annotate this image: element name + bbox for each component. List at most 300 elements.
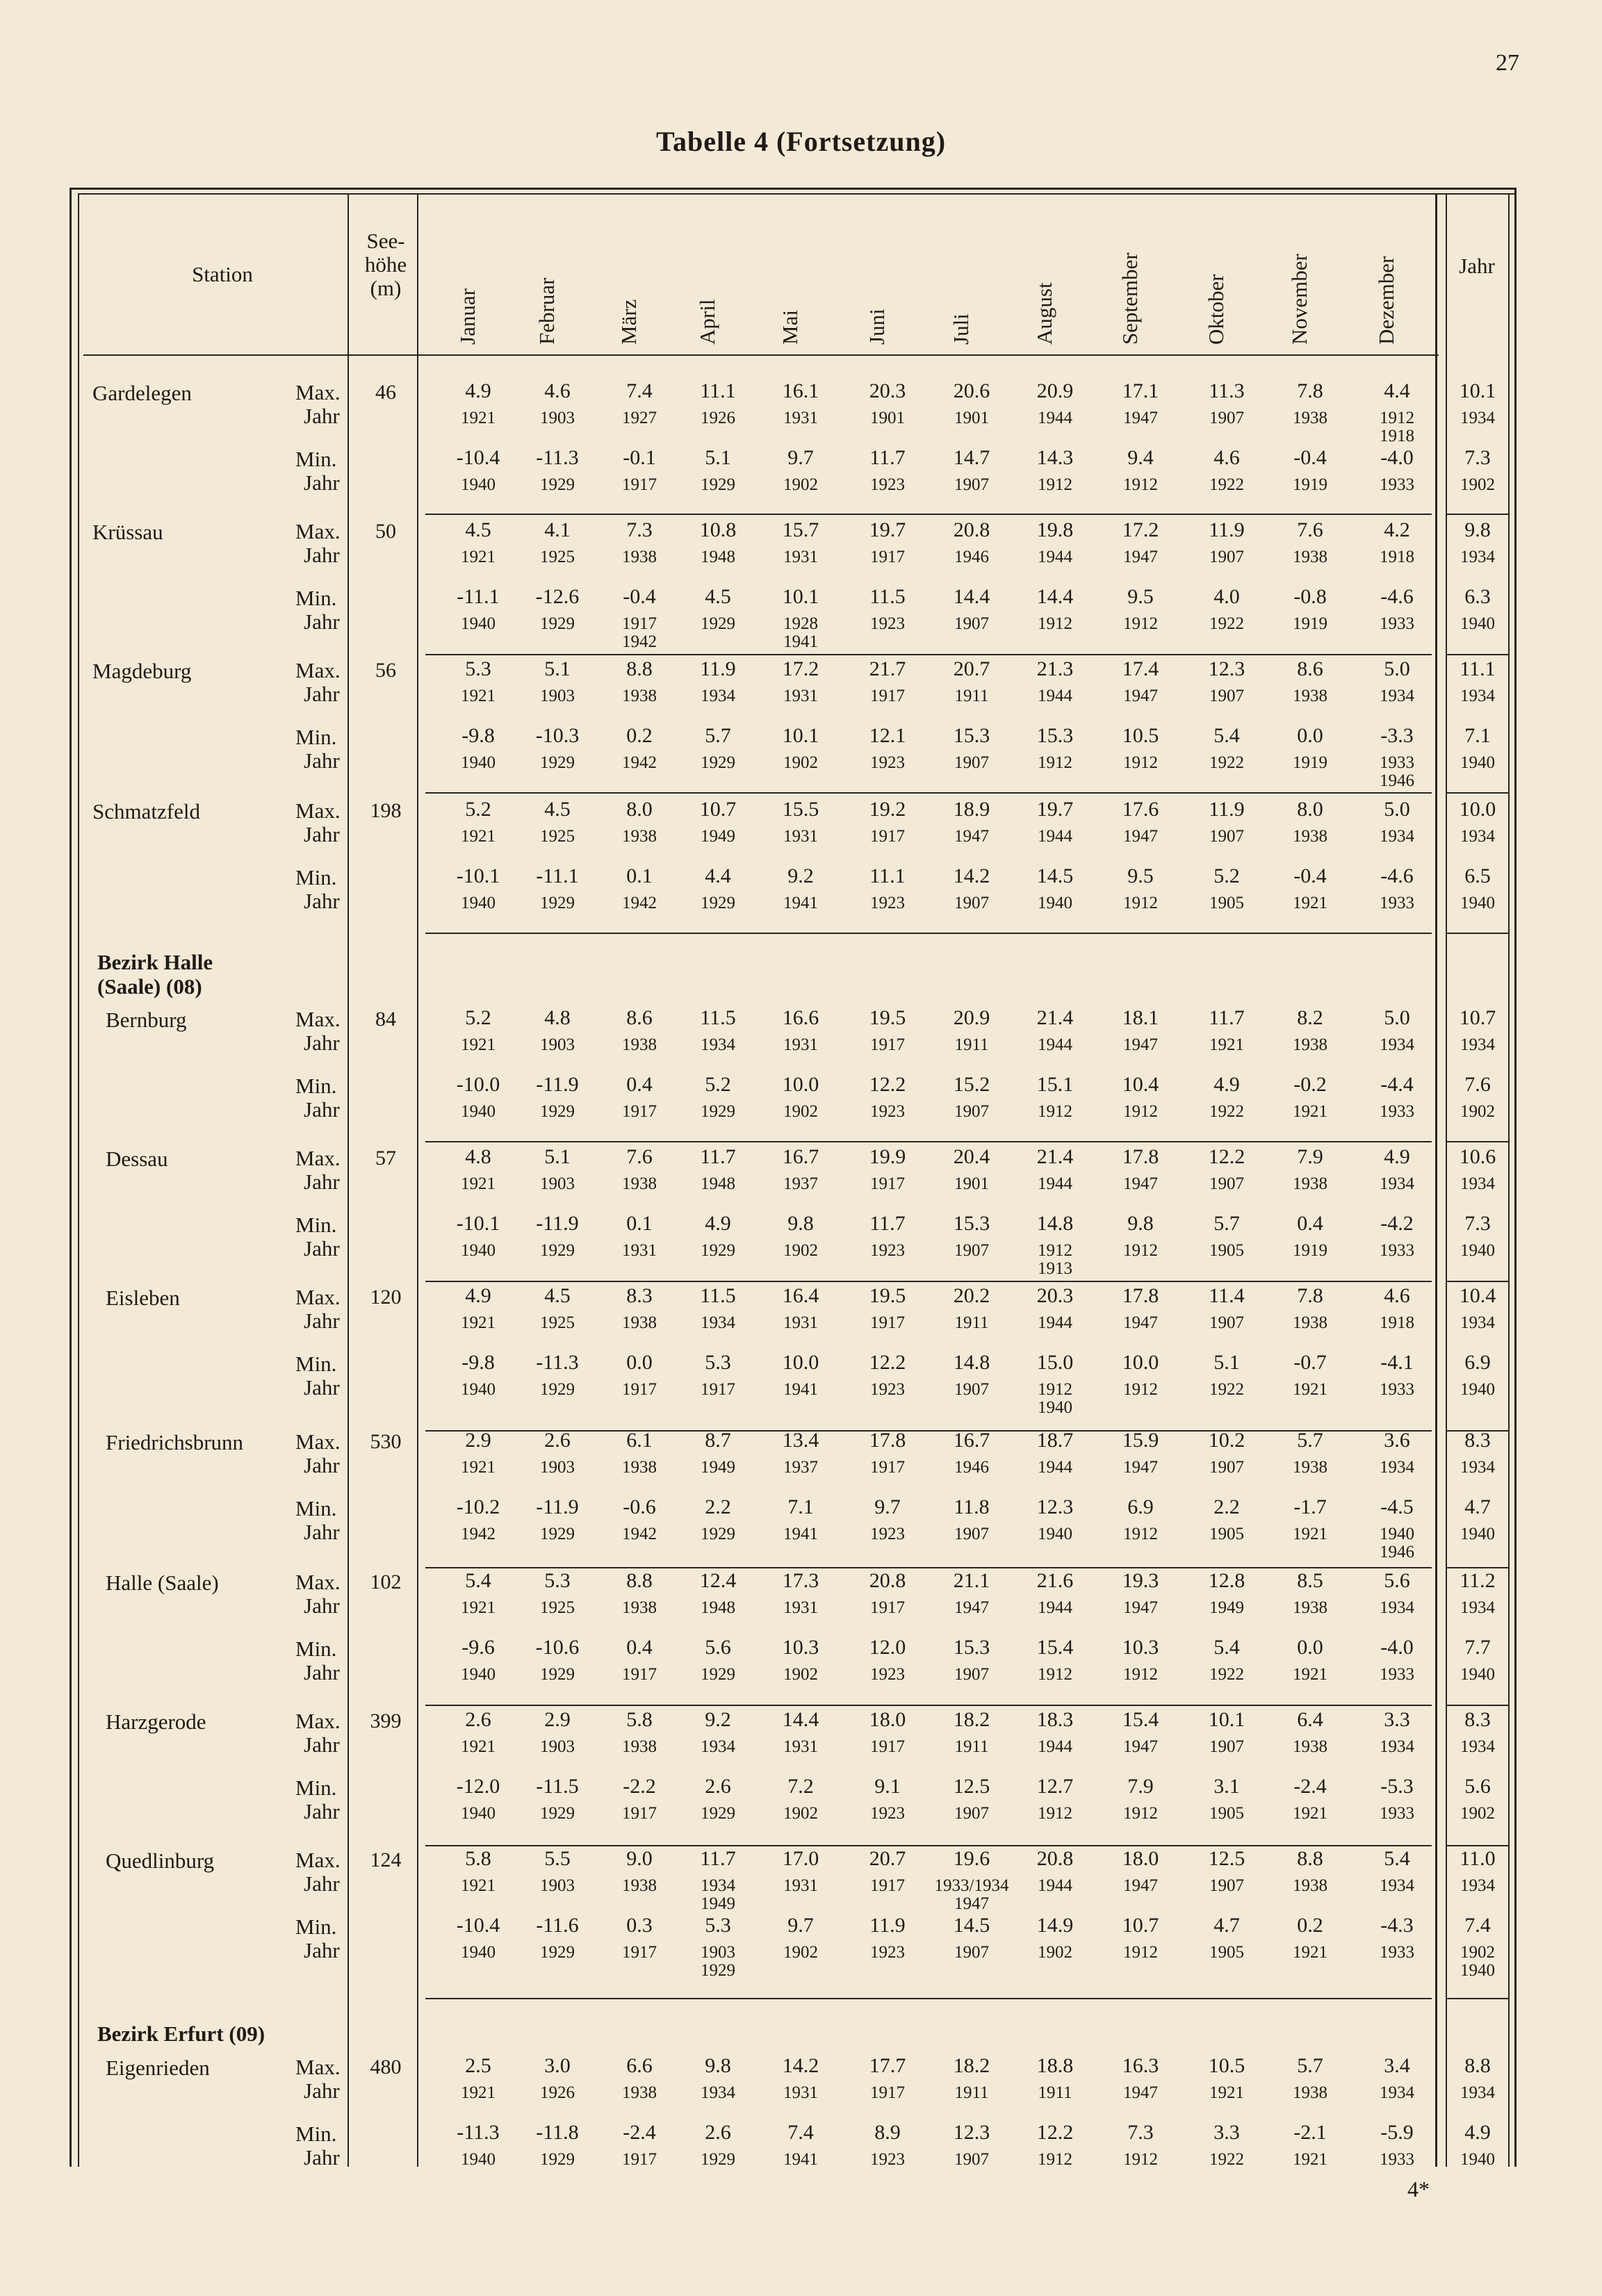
record-year: 1917 bbox=[622, 2150, 657, 2169]
value-cell bbox=[1099, 381, 1182, 427]
record-year: 1923 bbox=[870, 894, 905, 912]
temperature-value: -2.2 bbox=[623, 1775, 656, 1798]
temperature-value: 9.2 bbox=[787, 864, 814, 887]
temperature-value: -11.9 bbox=[536, 1495, 579, 1518]
record-year: 1929 bbox=[540, 894, 575, 912]
temperature-value: 18.2 bbox=[953, 1708, 990, 1731]
annual-value: 11.1 bbox=[1460, 657, 1496, 680]
label-jahr: Jahr bbox=[304, 889, 340, 913]
record-year: 1938 bbox=[1293, 548, 1327, 566]
record-year: 1931 bbox=[783, 1598, 818, 1617]
record-year: 1902 bbox=[783, 753, 818, 772]
label-jahr: Jahr bbox=[304, 682, 340, 706]
annual-year: 1934 bbox=[1460, 1035, 1495, 1054]
record-year: 1934 bbox=[1380, 1035, 1414, 1054]
temperature-value: 11.5 bbox=[700, 1006, 736, 1029]
temperature-value: 4.9 bbox=[705, 1212, 731, 1235]
temperature-value: 16.3 bbox=[1122, 2054, 1159, 2077]
temperature-value: 4.2 bbox=[1384, 518, 1410, 541]
temperature-value: 21.3 bbox=[1036, 657, 1074, 680]
value-cell bbox=[846, 659, 929, 705]
temperature-value: 20.9 bbox=[1036, 379, 1074, 402]
temperature-value: 17.4 bbox=[1122, 657, 1159, 680]
temperature-value: 3.6 bbox=[1384, 1429, 1410, 1452]
value-cell bbox=[1013, 1286, 1097, 1332]
record-year: 1907 bbox=[954, 1943, 989, 1962]
temperature-value: -4.6 bbox=[1380, 864, 1414, 887]
annual-value: 11.0 bbox=[1460, 1847, 1496, 1870]
temperature-value: 10.8 bbox=[699, 518, 737, 541]
record-year: 1944 bbox=[1038, 1458, 1072, 1477]
annual-year: 1934 bbox=[1460, 1598, 1495, 1617]
value-cell bbox=[1013, 1709, 1097, 1756]
value-cell bbox=[516, 1571, 599, 1617]
temperature-value: 4.9 bbox=[465, 1284, 491, 1307]
value-cell bbox=[1355, 1213, 1439, 1260]
value-cell bbox=[1013, 2122, 1097, 2169]
record-year: 1933 bbox=[1380, 614, 1414, 633]
annual-year: 1902 bbox=[1460, 1943, 1495, 1962]
value-cell bbox=[436, 381, 520, 427]
value-cell bbox=[1099, 866, 1182, 912]
label-jahr: Jahr bbox=[304, 1453, 340, 1477]
record-year: 1917 bbox=[701, 1380, 735, 1399]
record-year: 1907 bbox=[954, 2150, 989, 2169]
temperature-value: 14.9 bbox=[1036, 1914, 1074, 1937]
temperature-value: 0.0 bbox=[1297, 724, 1323, 747]
value-cell bbox=[1268, 866, 1352, 912]
temperature-value: 0.1 bbox=[626, 1212, 653, 1235]
temperature-value: 2.6 bbox=[544, 1429, 571, 1452]
label-max: Max. bbox=[295, 380, 341, 404]
value-cell bbox=[1099, 1147, 1182, 1193]
value-cell bbox=[436, 1637, 520, 1684]
temperature-value: -4.5 bbox=[1380, 1495, 1414, 1518]
temperature-value: 2.5 bbox=[465, 2054, 491, 2077]
value-cell bbox=[930, 1213, 1013, 1260]
value-cell bbox=[598, 520, 681, 566]
record-year: 1926 bbox=[701, 409, 735, 427]
value-cell bbox=[1099, 448, 1182, 494]
record-year: 1934 bbox=[701, 1876, 735, 1895]
record-year: 1933/1934 bbox=[934, 1876, 1009, 1895]
value-cell bbox=[1185, 659, 1268, 705]
temperature-value: 12.3 bbox=[1208, 657, 1245, 680]
label-max: Max. bbox=[295, 519, 341, 543]
temperature-value: 0.1 bbox=[626, 864, 653, 887]
record-year: 1912 bbox=[1038, 2150, 1072, 2169]
temperature-value: 5.3 bbox=[465, 657, 491, 680]
record-year: 1902 bbox=[783, 475, 818, 494]
record-year: 1947 bbox=[1123, 1876, 1158, 1895]
value-cell bbox=[1185, 1637, 1268, 1684]
temperature-value: 14.4 bbox=[782, 1708, 819, 1731]
altitude-col-left-rule bbox=[348, 193, 349, 2167]
temperature-value: -0.6 bbox=[623, 1495, 656, 1518]
label-max: Max. bbox=[295, 1146, 341, 1170]
record-year: 1907 bbox=[1209, 1737, 1244, 1756]
value-cell bbox=[436, 866, 520, 912]
value-cell bbox=[676, 725, 760, 772]
record-year: 1922 bbox=[1209, 1665, 1244, 1684]
label-max: Max. bbox=[295, 1007, 341, 1031]
value-cell bbox=[1099, 1637, 1182, 1684]
temperature-value: 5.2 bbox=[465, 798, 491, 821]
value-cell bbox=[759, 799, 842, 846]
value-cell bbox=[1013, 1571, 1097, 1617]
station-altitude: 56 bbox=[375, 659, 396, 682]
annual-cell bbox=[1443, 1147, 1512, 1193]
temperature-value: 11.9 bbox=[869, 1914, 906, 1937]
temperature-value: 7.6 bbox=[626, 1145, 653, 1168]
temperature-value: 11.7 bbox=[700, 1145, 736, 1168]
temperature-value: 0.0 bbox=[626, 1351, 653, 1374]
station-name: Magdeburg bbox=[92, 659, 192, 683]
record-year: 1903 bbox=[540, 1737, 575, 1756]
value-cell bbox=[676, 1497, 760, 1543]
annual-year: 1940 bbox=[1460, 1525, 1495, 1543]
record-year: 1929 bbox=[540, 1525, 575, 1543]
temperature-value: 7.8 bbox=[1297, 1284, 1323, 1307]
record-year: 1942 bbox=[622, 894, 657, 912]
temperature-value: 19.9 bbox=[869, 1145, 906, 1168]
value-cell bbox=[1013, 1637, 1097, 1684]
value-cell bbox=[1099, 1352, 1182, 1399]
value-cell bbox=[846, 1074, 929, 1121]
record-year: 1922 bbox=[1209, 2150, 1244, 2169]
temperature-value: 9.8 bbox=[705, 2054, 731, 2077]
record-year: 1928 bbox=[783, 614, 818, 633]
record-year: 1941 bbox=[783, 1525, 818, 1543]
value-cell bbox=[759, 1430, 842, 1477]
annual-cell bbox=[1443, 1709, 1512, 1756]
temperature-value: 15.7 bbox=[782, 518, 819, 541]
value-cell bbox=[436, 659, 520, 705]
record-year: 1944 bbox=[1038, 1598, 1072, 1617]
record-year: 1921 bbox=[1293, 894, 1327, 912]
annual-cell bbox=[1443, 2122, 1512, 2169]
temperature-value: 4.9 bbox=[465, 379, 491, 402]
value-cell bbox=[759, 381, 842, 427]
temperature-value: 9.7 bbox=[874, 1495, 901, 1518]
header-month-9: Oktober bbox=[1204, 274, 1228, 345]
record-year: 1934 bbox=[701, 687, 735, 705]
value-cell bbox=[759, 2056, 842, 2102]
record-year: 1901 bbox=[954, 409, 989, 427]
temperature-value: 19.3 bbox=[1122, 1569, 1159, 1592]
temperature-value: 20.7 bbox=[869, 1847, 906, 1870]
value-cell bbox=[1355, 659, 1439, 705]
value-cell bbox=[1013, 587, 1097, 633]
value-cell bbox=[1268, 1352, 1352, 1399]
value-cell bbox=[676, 2056, 760, 2102]
record-year: 1931 bbox=[783, 827, 818, 846]
value-cell bbox=[436, 520, 520, 566]
temperature-value: 20.2 bbox=[953, 1284, 990, 1307]
annual-value: 7.4 bbox=[1464, 1914, 1491, 1937]
value-cell bbox=[1099, 2122, 1182, 2169]
value-cell bbox=[1355, 587, 1439, 633]
row-separator bbox=[425, 654, 1432, 655]
temperature-value: 15.3 bbox=[953, 1212, 990, 1235]
record-year: 1911 bbox=[954, 1313, 989, 1332]
temperature-value: 17.7 bbox=[869, 2054, 906, 2077]
record-year: 1938 bbox=[622, 1458, 657, 1477]
annual-cell bbox=[1443, 1286, 1512, 1332]
record-year: 1905 bbox=[1209, 894, 1244, 912]
label-jahr: Jahr bbox=[304, 1871, 340, 1896]
value-cell bbox=[1099, 1497, 1182, 1543]
temperature-value: 4.9 bbox=[1384, 1145, 1410, 1168]
row-separator-year bbox=[1446, 792, 1508, 794]
temperature-value: 12.1 bbox=[869, 724, 906, 747]
value-cell bbox=[846, 1709, 929, 1756]
annual-value: 6.3 bbox=[1464, 585, 1491, 608]
annual-year: 1934 bbox=[1460, 1876, 1495, 1895]
temperature-value: -11.1 bbox=[457, 585, 500, 608]
record-year: 1917 bbox=[870, 1313, 905, 1332]
value-cell bbox=[846, 1430, 929, 1477]
temperature-value: -11.6 bbox=[536, 1914, 579, 1937]
value-cell bbox=[1355, 2122, 1439, 2169]
value-cell bbox=[930, 1430, 1013, 1477]
annual-value: 10.1 bbox=[1459, 379, 1496, 402]
value-cell bbox=[436, 799, 520, 846]
record-year: 1941 bbox=[783, 632, 818, 651]
value-cell bbox=[930, 725, 1013, 772]
value-cell bbox=[930, 1286, 1013, 1332]
value-cell bbox=[516, 520, 599, 566]
record-year: 1944 bbox=[1038, 687, 1072, 705]
label-jahr: Jahr bbox=[304, 2078, 340, 2103]
temperature-value: 2.2 bbox=[705, 1495, 731, 1518]
value-cell bbox=[1355, 725, 1439, 789]
record-year: 1919 bbox=[1293, 1241, 1327, 1260]
record-year: 1917 bbox=[622, 1665, 657, 1684]
temperature-value: 4.5 bbox=[705, 585, 731, 608]
value-cell bbox=[759, 1352, 842, 1399]
value-cell bbox=[1013, 448, 1097, 494]
temperature-value: 4.8 bbox=[465, 1145, 491, 1168]
row-separator bbox=[425, 1998, 1432, 1999]
temperature-value: -12.0 bbox=[456, 1775, 500, 1798]
record-year: 1907 bbox=[954, 1380, 989, 1399]
temperature-value: -0.4 bbox=[1293, 864, 1327, 887]
temperature-value: -4.1 bbox=[1380, 1351, 1414, 1374]
temperature-value: 18.8 bbox=[1036, 2054, 1074, 2077]
temperature-value: 11.9 bbox=[700, 657, 736, 680]
value-cell bbox=[930, 1352, 1013, 1399]
value-cell bbox=[1185, 1213, 1268, 1260]
outer-left-rule-inner bbox=[78, 193, 79, 2167]
record-year: 1947 bbox=[1123, 687, 1158, 705]
record-year: 1903 bbox=[540, 687, 575, 705]
record-year: 1901 bbox=[870, 409, 905, 427]
record-year: 1938 bbox=[622, 687, 657, 705]
value-cell bbox=[846, 1147, 929, 1193]
temperature-value: 14.5 bbox=[953, 1914, 990, 1937]
value-cell bbox=[676, 1147, 760, 1193]
temperature-value: 7.3 bbox=[626, 518, 653, 541]
annual-year: 1940 bbox=[1460, 753, 1495, 772]
value-cell bbox=[846, 799, 929, 846]
value-cell bbox=[1185, 381, 1268, 427]
label-min: Min. bbox=[295, 2122, 337, 2146]
value-cell bbox=[598, 1637, 681, 1684]
record-year: 1931 bbox=[783, 687, 818, 705]
value-cell bbox=[1099, 1915, 1182, 1962]
value-cell bbox=[759, 1848, 842, 1895]
label-jahr: Jahr bbox=[304, 822, 340, 846]
temperature-value: -0.4 bbox=[623, 585, 656, 608]
temperature-value: -3.3 bbox=[1380, 724, 1414, 747]
annual-cell bbox=[1443, 1213, 1512, 1260]
temperature-value: 9.8 bbox=[1127, 1212, 1154, 1235]
record-year: 1923 bbox=[870, 614, 905, 633]
row-separator-year bbox=[1446, 1998, 1508, 1999]
temperature-value: 10.0 bbox=[782, 1073, 819, 1096]
value-cell bbox=[930, 1848, 1013, 1912]
value-cell bbox=[1355, 1571, 1439, 1617]
temperature-value: -9.6 bbox=[461, 1636, 495, 1659]
record-year: 1933 bbox=[1380, 1380, 1414, 1399]
temperature-value: -9.8 bbox=[461, 1351, 495, 1374]
annual-value: 5.6 bbox=[1464, 1775, 1491, 1798]
record-year: 1902 bbox=[783, 1943, 818, 1962]
temperature-value: 14.4 bbox=[953, 585, 990, 608]
value-cell bbox=[1099, 1074, 1182, 1121]
value-cell bbox=[436, 2122, 520, 2169]
record-year: 1944 bbox=[1038, 1313, 1072, 1332]
data-table bbox=[70, 188, 1517, 2168]
temperature-value: 8.2 bbox=[1297, 1006, 1323, 1029]
record-year: 1929 bbox=[701, 894, 735, 912]
value-cell bbox=[1099, 1848, 1182, 1895]
record-year: 1947 bbox=[1123, 1035, 1158, 1054]
temperature-value: 2.6 bbox=[705, 2121, 731, 2144]
record-year: 1933 bbox=[1380, 2150, 1414, 2169]
row-separator bbox=[425, 1845, 1432, 1846]
record-year: 1923 bbox=[870, 1665, 905, 1684]
record-year: 1912 bbox=[1038, 475, 1072, 494]
annual-year: 1934 bbox=[1460, 1737, 1495, 1756]
record-year: 1938 bbox=[622, 827, 657, 846]
value-cell bbox=[1268, 1571, 1352, 1617]
record-year: 1934 bbox=[1380, 1876, 1414, 1895]
value-cell bbox=[598, 1074, 681, 1121]
label-min: Min. bbox=[295, 725, 337, 749]
record-year: 1925 bbox=[540, 827, 575, 846]
record-year: 1917 bbox=[622, 614, 657, 633]
value-cell bbox=[676, 1286, 760, 1332]
value-cell bbox=[1099, 1430, 1182, 1477]
value-cell bbox=[1355, 799, 1439, 846]
record-year: 1940 bbox=[461, 1804, 496, 1823]
record-year: 1918 bbox=[1380, 548, 1414, 566]
record-year: 1940 bbox=[1380, 1525, 1414, 1543]
label-max: Max. bbox=[295, 658, 341, 682]
record-year: 1907 bbox=[954, 1525, 989, 1543]
annual-year: 1940 bbox=[1460, 1665, 1495, 1684]
temperature-value: 10.3 bbox=[782, 1636, 819, 1659]
station-altitude: 84 bbox=[375, 1008, 396, 1031]
record-year: 1938 bbox=[1293, 1598, 1327, 1617]
record-year: 1929 bbox=[540, 614, 575, 633]
temperature-value: 6.6 bbox=[626, 2054, 653, 2077]
record-year: 1913 bbox=[1038, 1258, 1072, 1278]
record-year: 1912 bbox=[1123, 614, 1158, 633]
label-min: Min. bbox=[295, 1213, 337, 1237]
record-year: 1940 bbox=[461, 1380, 496, 1399]
annual-value: 8.3 bbox=[1464, 1708, 1491, 1731]
temperature-value: 5.0 bbox=[1384, 798, 1410, 821]
record-year: 1912 bbox=[1123, 894, 1158, 912]
temperature-value: 17.8 bbox=[1122, 1284, 1159, 1307]
value-cell bbox=[1355, 1074, 1439, 1121]
record-year: 1912 bbox=[1123, 1665, 1158, 1684]
temperature-value: 12.2 bbox=[869, 1073, 906, 1096]
value-cell bbox=[516, 1074, 599, 1121]
value-cell bbox=[1355, 381, 1439, 445]
outer-top-rule-inner bbox=[78, 193, 1517, 195]
value-cell bbox=[930, 1074, 1013, 1121]
record-year: 1907 bbox=[1209, 1174, 1244, 1193]
value-cell bbox=[1268, 1213, 1352, 1260]
value-cell bbox=[1355, 1848, 1439, 1895]
value-cell bbox=[1268, 1776, 1352, 1823]
temperature-value: -10.4 bbox=[456, 1914, 500, 1937]
value-cell bbox=[598, 866, 681, 912]
record-year: 1934 bbox=[1380, 687, 1414, 705]
label-max: Max. bbox=[295, 798, 341, 823]
record-year: 1921 bbox=[1293, 1380, 1327, 1399]
temperature-value: -10.6 bbox=[535, 1636, 580, 1659]
value-cell bbox=[1013, 1147, 1097, 1193]
record-year: 1933 bbox=[1380, 1943, 1414, 1962]
value-cell bbox=[1268, 1709, 1352, 1756]
annual-cell bbox=[1443, 1430, 1512, 1477]
value-cell bbox=[436, 1571, 520, 1617]
value-cell bbox=[1099, 659, 1182, 705]
record-year: 1912 bbox=[1038, 1102, 1072, 1121]
value-cell bbox=[1355, 1286, 1439, 1332]
value-cell bbox=[436, 1352, 520, 1399]
temperature-value: 2.6 bbox=[465, 1708, 491, 1731]
station-altitude: 530 bbox=[370, 1430, 402, 1453]
value-cell bbox=[676, 520, 760, 566]
value-cell bbox=[1185, 520, 1268, 566]
temperature-value: 17.8 bbox=[869, 1429, 906, 1452]
value-cell bbox=[598, 1776, 681, 1823]
temperature-value: 7.9 bbox=[1297, 1145, 1323, 1168]
temperature-value: 10.1 bbox=[782, 585, 819, 608]
record-year: 1933 bbox=[1380, 753, 1414, 772]
record-year: 1929 bbox=[540, 1102, 575, 1121]
temperature-value: 5.0 bbox=[1384, 1006, 1410, 1029]
temperature-value: 5.4 bbox=[465, 1569, 491, 1592]
record-year: 1907 bbox=[954, 1241, 989, 1260]
value-cell bbox=[759, 1147, 842, 1193]
value-cell bbox=[598, 659, 681, 705]
record-year: 1929 bbox=[701, 1665, 735, 1684]
record-year: 1947 bbox=[1123, 1598, 1158, 1617]
record-year: 1934 bbox=[1380, 1174, 1414, 1193]
temperature-value: -0.7 bbox=[1293, 1351, 1327, 1374]
temperature-value: 10.5 bbox=[1122, 724, 1159, 747]
temperature-value: 15.3 bbox=[1036, 724, 1074, 747]
row-separator bbox=[425, 792, 1432, 794]
label-jahr: Jahr bbox=[304, 470, 340, 495]
